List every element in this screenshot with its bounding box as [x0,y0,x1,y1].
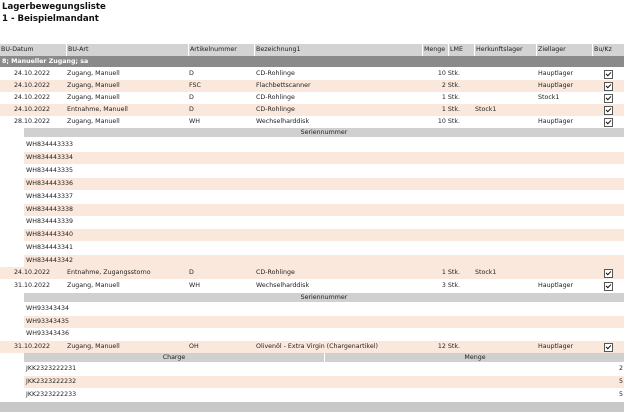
cell-artikelnummer: D [189,94,194,101]
col-bukz[interactable]: Bu/Kz [592,44,624,56]
cell-menge: 1 Stk. [441,269,460,276]
charge-number: JKK2323222231 [26,365,77,372]
cell-bu-art: Entnahme, Manuell [67,106,128,113]
charge-header-menge: Menge [324,353,625,362]
col-lme[interactable]: LME [448,44,474,56]
serial-number: WH93343435 [26,317,70,325]
cell-ziellager: Stock1 [538,94,560,101]
cell-bezeichnung: CD-Rohlinge [256,106,295,113]
serial-row[interactable] [24,328,624,340]
cell-artikelnummer: D [189,269,194,276]
serial-number: WH834443340 [26,231,74,239]
report-title: Lagerbewegungsliste [2,2,106,12]
cell-menge: 10 Stk. [437,70,460,77]
col-bezeichnung[interactable]: Bezeichnung1 [254,44,422,56]
cell-menge: 12 Stk. [437,343,460,350]
serial-header: Seriennummer [24,128,624,137]
charge-row[interactable] [24,389,624,401]
cell-menge: 1 Stk. [441,106,460,113]
col-menge[interactable]: Menge [422,44,448,56]
footer-bar [0,402,624,412]
serial-number: WH834443336 [26,179,74,187]
serial-number: WH834443334 [26,153,74,161]
cell-ziellager: Hauptlager [538,118,574,125]
cell-bu-art: Zugang, Manuell [67,94,120,101]
bukz-checkbox[interactable] [604,343,613,352]
bukz-checkbox[interactable] [604,94,613,103]
group-header: 8; Manueller Zugang; sa [0,56,624,67]
table-row[interactable] [0,267,624,279]
cell-menge: 1 Stk. [441,94,460,101]
serial-row[interactable] [24,303,624,315]
serial-number: WH834443342 [26,257,74,265]
table-row[interactable] [0,68,624,80]
bukz-checkbox[interactable] [604,70,613,79]
cell-bu-art: Zugang, Manuell [67,82,120,89]
table-row[interactable] [0,280,624,292]
serial-number: WH834443335 [26,166,74,174]
cell-bu-datum: 31.10.2022 [14,282,51,289]
charge-header-charge: Charge [162,354,186,361]
col-herkunftslager[interactable]: Herkunftslager [474,44,536,56]
cell-ziellager: Hauptlager [538,82,574,89]
cell-bu-datum: 28.10.2022 [14,118,51,125]
serial-row[interactable] [24,178,624,190]
cell-bu-datum: 24.10.2022 [14,269,51,276]
charge-menge: 5 [618,378,623,385]
cell-bu-art: Zugang, Manuell [67,343,120,350]
cell-bezeichnung: Wechselharddisk [256,118,310,125]
cell-ziellager: Hauptlager [538,282,574,289]
cell-bezeichnung: CD-Rohlinge [256,269,295,276]
table-row[interactable] [0,80,624,92]
table-row[interactable] [0,104,624,116]
cell-bu-datum: 31.10.2022 [14,343,51,350]
col-artikelnummer[interactable]: Artikelnummer [188,44,254,56]
cell-artikelnummer: D [189,70,194,77]
serial-row[interactable] [24,191,624,203]
bukz-checkbox[interactable] [604,106,613,115]
cell-artikelnummer: WH [189,282,200,289]
serial-row[interactable] [24,204,624,216]
cell-bu-art: Zugang, Manuell [67,118,120,125]
serial-row[interactable] [24,216,624,228]
cell-artikelnummer: D [189,106,194,113]
cell-bu-art: Zugang, Manuell [67,282,120,289]
serial-number: WH834443339 [26,218,74,226]
col-bu-datum[interactable]: BU-Datum [1,46,34,53]
cell-menge: 2 Stk. [441,82,460,89]
table-row[interactable] [0,341,624,353]
table-header [0,44,624,56]
serial-number: WH834443341 [26,244,74,252]
bukz-checkbox[interactable] [604,269,613,278]
charge-row[interactable] [24,363,624,375]
cell-bezeichnung: CD-Rohlinge [256,94,295,101]
charge-number: JKK2323222232 [26,378,77,385]
cell-bu-datum: 24.10.2022 [14,70,51,77]
serial-row[interactable] [24,165,624,177]
cell-menge: 10 Stk. [437,118,460,125]
cell-ziellager: Hauptlager [538,343,574,350]
serial-number: WH834443333 [26,141,74,148]
cell-bu-datum: 24.10.2022 [14,94,51,101]
bukz-checkbox[interactable] [604,118,613,127]
cell-menge: 3 Stk. [441,282,460,289]
charge-menge: 5 [618,391,623,398]
table-row[interactable] [0,92,624,104]
serial-number: WH93343436 [26,330,70,337]
cell-artikelnummer: OH [189,343,199,350]
report-subtitle: 1 - Beispielmandant [2,14,99,24]
bukz-checkbox[interactable] [604,282,613,291]
cell-bu-datum: 24.10.2022 [14,106,51,113]
serial-header: Seriennummer [24,293,624,302]
cell-artikelnummer: FSC [189,82,201,89]
cell-bu-art: Zugang, Manuell [67,70,120,77]
charge-number: JKK2323222233 [26,391,77,398]
serial-row[interactable] [24,255,624,267]
cell-bu-art: Entnahme, Zugangsstorno [67,269,151,276]
charge-header [24,353,624,362]
cell-bu-datum: 24.10.2022 [14,82,51,89]
cell-bezeichnung: Olivenöl - Extra Virgin (Chargenartikel) [256,343,378,350]
serial-row[interactable] [24,316,624,328]
table-row[interactable] [0,116,624,128]
cell-bezeichnung: Flachbettscanner [256,82,311,89]
cell-herkunftslager: Stock1 [475,106,497,113]
cell-bezeichnung: CD-Rohlinge [256,70,295,77]
col-bu-art[interactable]: BU-Art [66,44,188,56]
serial-row[interactable] [24,242,624,254]
charge-row[interactable] [24,376,624,388]
cell-ziellager: Hauptlager [538,70,574,77]
cell-artikelnummer: WH [189,118,200,125]
serial-row[interactable] [24,229,624,241]
bukz-checkbox[interactable] [604,82,613,91]
cell-bezeichnung: Wechselharddisk [256,282,310,289]
serial-row[interactable] [24,139,624,151]
cell-herkunftslager: Stock1 [475,269,497,276]
serial-number: WH93343434 [26,305,70,312]
col-ziellager[interactable]: Ziellager [536,44,592,56]
serial-row[interactable] [24,152,624,164]
serial-number: WH834443338 [26,205,74,213]
charge-menge: 2 [618,365,623,372]
serial-number: WH834443337 [26,192,74,200]
